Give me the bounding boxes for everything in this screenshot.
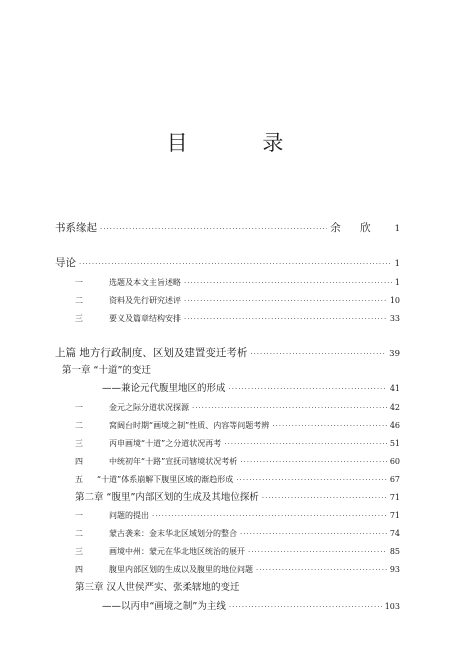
toc-entry-chapter[interactable] — [62, 365, 400, 377]
toc-entry-text: 丙申画境“十道”之分道状况再考 — [109, 439, 222, 448]
toc-entry-page: 93 — [389, 565, 400, 574]
dot-leader — [224, 438, 387, 450]
toc-entry[interactable] — [75, 313, 400, 325]
toc-entry-text: ——兼论元代腹里地区的形成 — [102, 383, 226, 394]
toc-entry-text: 要义及篇章结构安排 — [109, 314, 181, 323]
toc-entry-text: 第一章 “十道”的变迁 — [62, 365, 151, 376]
toc-entry-text: 书系缘起 — [55, 222, 97, 234]
toc-entry[interactable] — [75, 420, 400, 432]
toc-entry-page: 39 — [389, 349, 400, 359]
dot-leader — [184, 313, 387, 325]
dot-leader — [229, 383, 387, 395]
toc-entry-page: 1 — [394, 278, 400, 287]
dot-leader — [256, 564, 387, 576]
toc-entry-chapter[interactable] — [75, 492, 400, 504]
toc-entry-number: 一 — [75, 403, 83, 412]
dot-leader — [184, 277, 392, 289]
toc-entry-number: 一 — [75, 511, 83, 520]
toc-entry[interactable] — [75, 456, 400, 468]
toc-entry-text: 问题的提出 — [109, 511, 149, 520]
toc-entry-text: 资料及先行研究述评 — [109, 296, 181, 305]
toc-entry-text: “十道”体系崩解下腹里区域的渐趋形成 — [97, 475, 234, 484]
toc-entry-page: 41 — [389, 384, 400, 393]
toc-entry[interactable] — [75, 528, 400, 540]
toc-entry-number: 三 — [75, 439, 83, 448]
toc-entry[interactable] — [75, 546, 400, 558]
toc-entry-preface[interactable] — [55, 222, 400, 235]
toc-entry-text: 选题及本文主旨述略 — [109, 278, 181, 287]
dot-leader — [192, 402, 387, 414]
toc-entry-page: 85 — [389, 547, 400, 556]
toc-entry-part[interactable] — [55, 347, 400, 360]
toc-entry-number: 四 — [75, 457, 83, 466]
toc-entry-text: 蒙古袭来：金末华北区域划分的整合 — [109, 529, 237, 538]
toc-entry-text: 金元之际分道状况探源 — [109, 403, 189, 412]
toc-entry-text: 中统初年“十路”宣抚司辖境状况考析 — [109, 457, 238, 466]
toc-entry[interactable] — [75, 564, 400, 576]
toc-entry[interactable] — [75, 474, 400, 486]
toc-entry-number: 二 — [75, 296, 83, 305]
toc-entry-number: 三 — [75, 547, 83, 556]
toc-entry-page: 51 — [389, 439, 400, 448]
toc-entry-subtitle[interactable] — [102, 601, 400, 613]
toc-entry-intro[interactable] — [55, 257, 400, 270]
toc-entry-page: 71 — [389, 493, 400, 502]
toc-entry-text: 画境中州：蒙元在华北地区统治的展开 — [109, 547, 245, 556]
toc-entry-page: 103 — [384, 602, 400, 611]
toc-entry-text: 第二章 “腹里”内部区划的生成及其地位探析 — [75, 492, 259, 503]
page-title: 目 录 — [166, 131, 318, 155]
toc-entry[interactable] — [75, 277, 400, 289]
toc-entry-text: 上篇 地方行政制度、区划及建置变迁考析 — [55, 347, 248, 359]
dot-leader — [236, 474, 387, 486]
toc-entry-page: 71 — [389, 511, 400, 520]
dot-leader — [250, 348, 386, 360]
toc-entry[interactable] — [75, 438, 400, 450]
dot-leader — [248, 546, 387, 558]
toc-entry-text: 腹里内部区划的生成以及腹里的地位问题 — [109, 565, 253, 574]
toc-entry[interactable] — [75, 402, 400, 414]
dot-leader — [240, 456, 387, 468]
toc-entry-page: 33 — [389, 314, 400, 323]
toc-entry-page: 46 — [389, 421, 400, 430]
toc-entry-page: 1 — [394, 224, 400, 234]
dot-leader — [240, 528, 387, 540]
toc-entry-number: 二 — [75, 421, 83, 430]
toc-entry-text: 窝阔台时期“画境之制”性质、内容等问题考辨 — [109, 421, 270, 430]
toc-entry-number: 四 — [75, 565, 83, 574]
toc-entry-page: 74 — [389, 529, 400, 538]
toc-entry-number: 二 — [75, 529, 83, 538]
toc-entry-page: 42 — [389, 403, 400, 412]
toc-entry-chapter[interactable] — [75, 582, 400, 594]
toc-entry-page: 60 — [389, 457, 400, 466]
toc-entry[interactable] — [75, 510, 400, 522]
dot-leader — [184, 295, 387, 307]
toc-entry-number: 五 — [75, 475, 83, 484]
dot-leader — [100, 223, 327, 235]
toc-entry-page: 1 — [394, 259, 400, 269]
toc-entry-text: 第三章 汉人世侯严实、张柔辖地的变迁 — [75, 582, 240, 593]
toc-entry-number: 三 — [75, 314, 83, 323]
dot-leader — [79, 258, 392, 270]
dot-leader — [229, 601, 382, 613]
toc-entry[interactable] — [75, 295, 400, 307]
dot-leader — [152, 510, 387, 522]
toc-entry-text: ——以丙申“画境之制”为主线 — [102, 601, 226, 612]
toc-entry-page: 67 — [389, 475, 400, 484]
toc-entry-number: 一 — [75, 278, 83, 287]
toc-entry-subtitle[interactable] — [102, 383, 400, 395]
toc-entry-author: 余 欣 — [330, 222, 379, 234]
dot-leader — [262, 492, 387, 504]
dot-leader — [272, 420, 387, 432]
toc-entry-text: 导论 — [55, 257, 76, 269]
toc-entry-page: 10 — [389, 296, 400, 305]
